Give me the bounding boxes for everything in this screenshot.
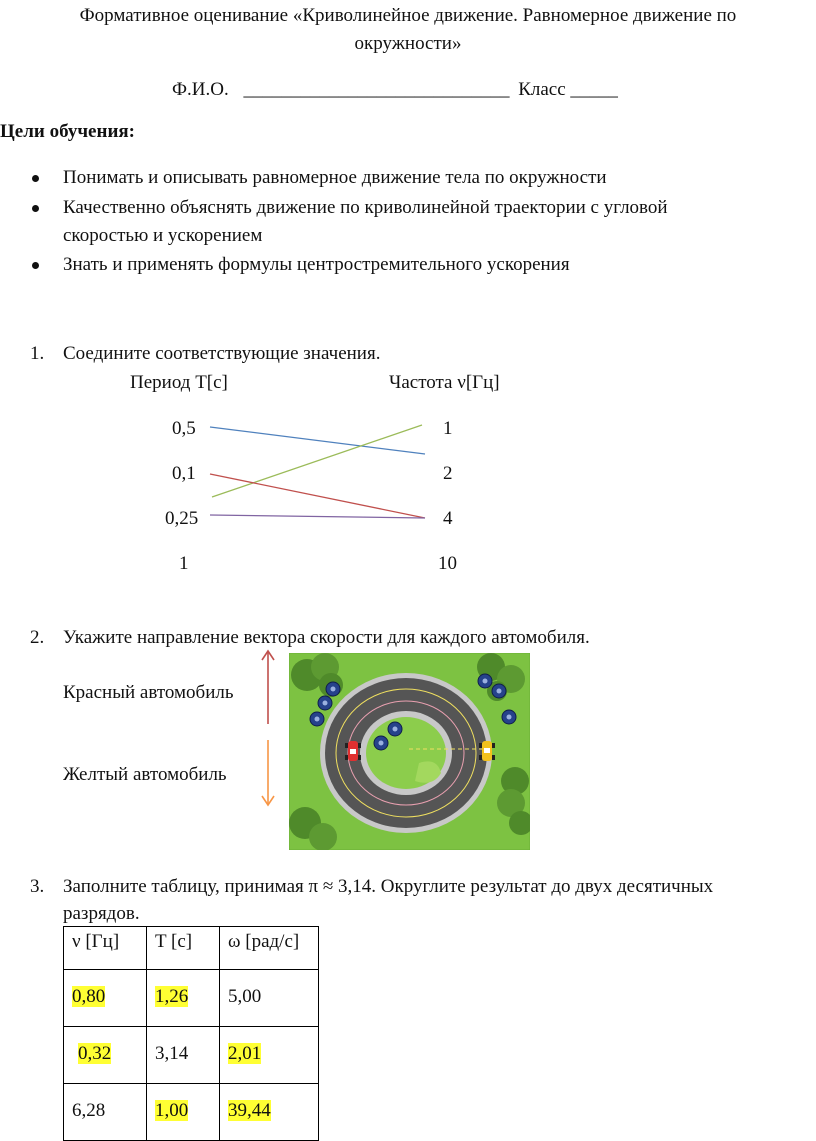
table-cell: 5,00: [220, 970, 319, 1027]
fio-label: Ф.И.О.: [172, 79, 229, 100]
goal-item-2-cont: скоростью и ускорением: [63, 225, 263, 246]
table-header-row: [64, 927, 319, 970]
header-cell-frequency: ν [Гц]: [64, 927, 147, 970]
goal-item-1: Понимать и описывать равномерное движение тела по окружности: [63, 167, 607, 188]
table-cell[interactable]: 1,00: [147, 1084, 220, 1141]
red-arrow-up-icon: [262, 651, 274, 724]
worksheet-title-line2: окружности»: [354, 33, 462, 54]
frequency-value: 4: [443, 508, 453, 529]
table-row: [64, 1027, 319, 1084]
period-value: 0,25: [165, 508, 199, 529]
goals-heading: Цели обучения:: [0, 121, 135, 142]
red-car-label: Красный автомобиль: [63, 682, 234, 703]
header-cell-period: T [c]: [147, 927, 220, 970]
period-value: 0,1: [172, 463, 196, 484]
table-cell[interactable]: 2,01: [220, 1027, 319, 1084]
match-line-0.5-to-2: [210, 427, 425, 454]
class-label: Класс: [518, 79, 566, 100]
table-cell[interactable]: 0,32: [64, 1027, 147, 1084]
match-line-0.25-to-4: [210, 515, 425, 518]
frequency-value: 10: [438, 553, 457, 574]
frequency-value: 1: [443, 418, 453, 439]
period-value: 1: [179, 553, 189, 574]
task3-text-line1: Заполните таблицу, принимая π ≈ 3,14. Округлите результат до двух десятичных: [63, 876, 714, 897]
goal-item-2: Качественно объяснять движение по криволинейной траектории с угловой: [63, 197, 668, 218]
header-cell-angular-velocity: ω [рад/с]: [220, 927, 319, 970]
match-line-0.25-to-1: [212, 425, 422, 497]
task1-frequency-header: Частота ν[Гц]: [389, 372, 500, 393]
fio-blank: ____________________________: [243, 79, 510, 100]
task1-text: Соедините соответствующие значения.: [63, 343, 381, 364]
table-cell[interactable]: 1,26: [147, 970, 220, 1027]
frequency-value: 2: [443, 463, 453, 484]
table-cell: 3,14: [147, 1027, 220, 1084]
class-blank: _____: [570, 79, 618, 100]
yellow-arrow-down-icon: [262, 740, 274, 805]
worksheet-title-line1: Формативное оценивание «Криволинейное движение. Равномерное движение по: [79, 5, 737, 26]
task2-number: 2.: [30, 627, 45, 648]
task1-period-header: Период T[c]: [130, 372, 228, 393]
table-row: [64, 1084, 319, 1141]
table-row: [64, 970, 319, 1027]
velocity-arrows: [258, 648, 278, 808]
task3-number: 3.: [30, 876, 45, 897]
task1-number: 1.: [30, 343, 45, 364]
table-cell[interactable]: 0,80: [64, 970, 147, 1027]
race-track-image: [289, 653, 530, 850]
frequency-period-table: [63, 926, 319, 1141]
goal-item-3: Знать и применять формулы центростремительного ускорения: [63, 254, 570, 275]
table-cell[interactable]: 39,44: [220, 1084, 319, 1141]
yellow-car-label: Желтый автомобиль: [63, 764, 227, 785]
table-cell: 6,28: [64, 1084, 147, 1141]
task3-text-line2: разрядов.: [63, 903, 140, 924]
task2-text: Укажите направление вектора скорости для каждого автомобиля.: [63, 627, 590, 648]
period-value: 0,5: [172, 418, 196, 439]
match-line-0.1-to-4: [210, 474, 425, 518]
